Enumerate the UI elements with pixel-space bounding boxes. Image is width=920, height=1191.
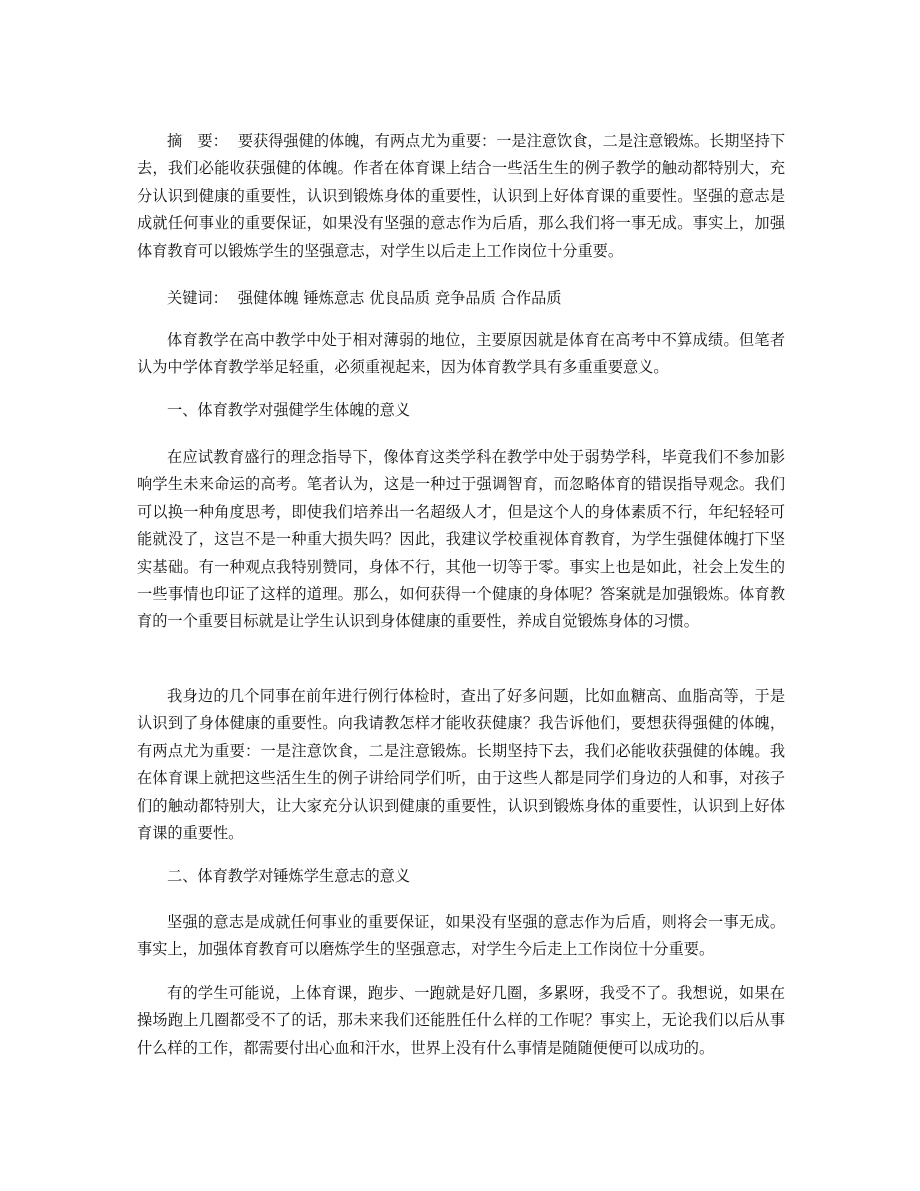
abstract-paragraph bbox=[137, 128, 785, 265]
keyword-item: 合作品质 bbox=[500, 289, 562, 307]
keyword-item: 锤炼意志 bbox=[303, 289, 365, 307]
keyword-item: 强健体魄 bbox=[237, 289, 299, 307]
keyword-item: 竞争品质 bbox=[435, 289, 496, 307]
body-paragraph: 坚强的意志是成就任何事业的重要保证，如果没有坚强的意志作为后盾，则将会一事无成。事实上，加强体育教育可以磨炼学生的坚强意志，对学生今后走上工作岗位十分重要。 bbox=[137, 913, 785, 959]
body-paragraph: 在应试教育盛行的理念指导下，像体育这类学科在教学中处于弱势学科，毕竟我们不参加影响学生未来命运的高考。笔者认为，这是一种过于强调智育，而忽略体育的错误指导观念。我们可以换一种角度思考，即使我们培养出一名超级人才，但是这个人的身体素质不行，年纪轻轻可能就没了，这岂不是一种重大损失吗？因此，我建议学校重视体育教育，为学生强健体魄打下坚实基础。有一种观点我特别赞同，身体不行，其他一切等于零。事实上也是如此，社会上发生的一些事情也印证了这样的道理。那么，如何获得一个健康的身体呢？答案就是加强锻炼。体育教育的一个重要目标就是让学生认识到身体健康的重要性，养成自觉锻炼身体的习惯。 bbox=[137, 448, 785, 631]
body-paragraph: 我身边的几个同事在前年进行例行体检时，查出了好多问题，比如血糖高、血脂高等，于是认识到了身体健康的重要性。向我请教怎样才能收获健康？我告诉他们，要想获得强健的体魄，有两点尤为重要：一是注意饮食，二是注意锻炼。长期坚持下去，我们必能收获强健的体魄。我在体育课上就把这些活生生的例子讲给同学们听，由于这些人都是同学们身边的人和事，对孩子们的触动都特别大，让大家充分认识到健康的重要性，认识到锻炼身体的重要性，认识到上好体育课的重要性。 bbox=[137, 687, 785, 843]
keyword-item: 优良品质 bbox=[369, 289, 430, 307]
body-paragraph: 有的学生可能说，上体育课，跑步、一跑就是好几圈，多累呀，我受不了。我想说，如果在操场跑上几圈都受不了的话，那未来我们还能胜任什么样的工作呢？事实上，无论我们以后从事什么样的工作，都需要付出心血和汗水，世界上没有什么事情是随随便便可以成功的。 bbox=[137, 984, 785, 1057]
intro-paragraph: 体育教学在高中教学中处于相对薄弱的地位，主要原因就是体育在高考中不算成绩。但笔者认为中学体育教学举足轻重，必须重视起来，因为体育教学具有多重重要意义。 bbox=[137, 331, 785, 377]
keywords-line bbox=[137, 285, 785, 312]
abstract-text: 要获得强健的体魄，有两点尤为重要：一是注意饮食，二是注意锻炼。长期坚持下去，我们必能收获强健的体魄。作者在体育课上结合一些活生生的例子教学的触动都特别大，充分认识到健康的重要性，认识到锻炼身体的重要性，认识到上好体育课的重要性。坚强的意志是成就任何事业的重要保证，如果没有坚强的意志作为后盾，那么我们将一事无成。事实上，加强体育教育可以锻炼学生的坚强意志，对学生以后走上工作岗位十分重要。 bbox=[137, 132, 786, 260]
section-heading-2: 二、体育教学对锤炼学生意志的意义 bbox=[167, 867, 410, 885]
abstract-label: 摘 要： bbox=[167, 132, 228, 150]
section-heading-1: 一、体育教学对强健学生体魄的意义 bbox=[167, 401, 410, 419]
keywords-label: 关键词： bbox=[167, 289, 228, 307]
